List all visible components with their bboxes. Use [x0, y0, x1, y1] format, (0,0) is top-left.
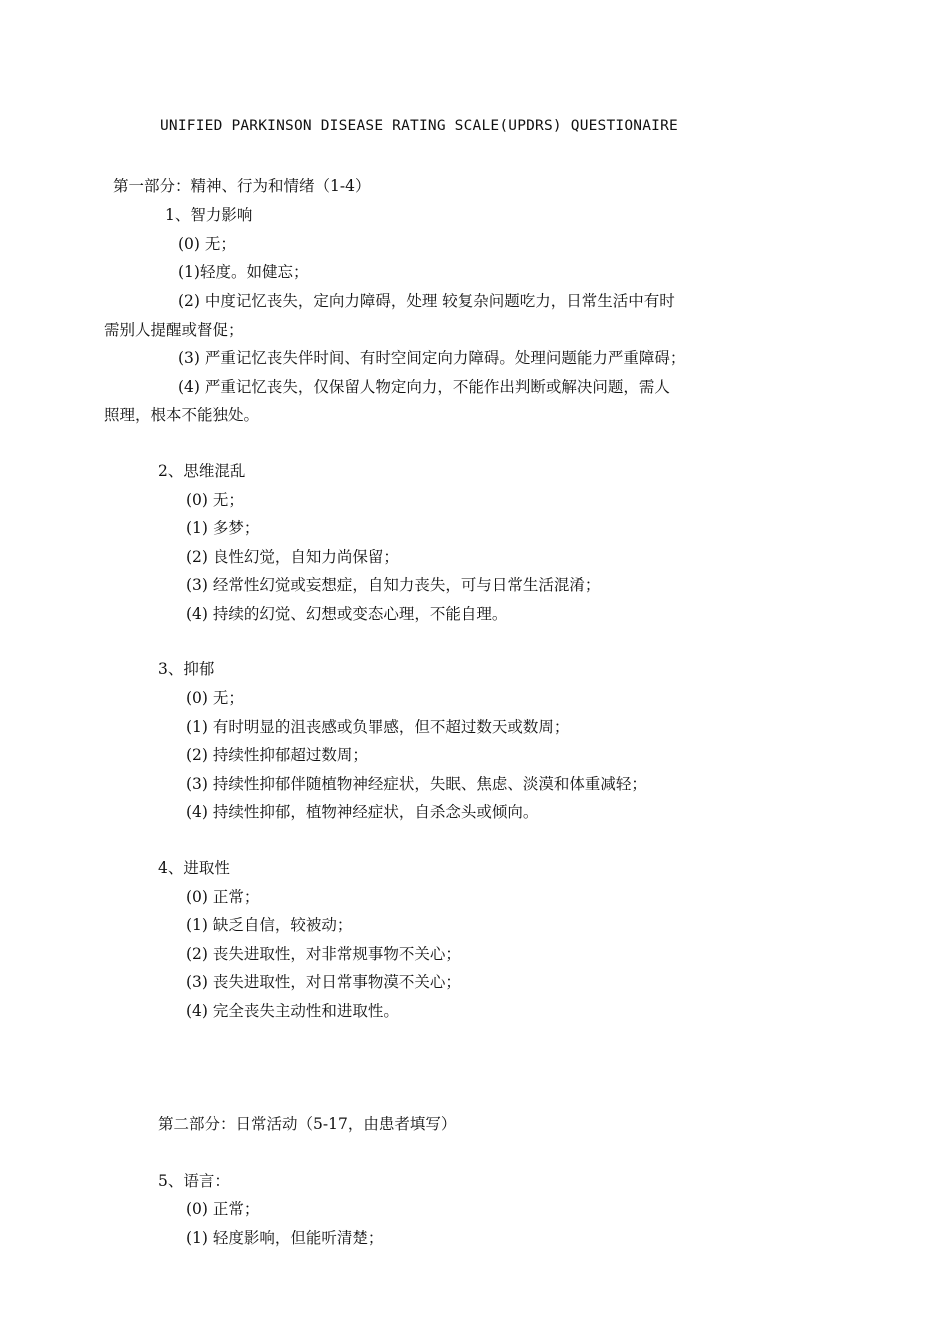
q1-option-4-cont: 照理，根本不能独处。 — [104, 406, 260, 424]
q4-title: 4、进取性 — [158, 859, 230, 877]
q1-option-3: (3) 严重记忆丧失伴时间、有时空间定向力障碍。处理问题能力严重障碍； — [178, 349, 686, 367]
q2-option-2: (2) 良性幻觉，自知力尚保留； — [186, 548, 399, 566]
q1-option-2: (2) 中度记忆丧失，定向力障碍，处理 较复杂问题吃力，日常生活中有时 — [178, 292, 675, 310]
q3-title: 3、抑郁 — [158, 660, 215, 678]
q4-option-3: (3) 丧失进取性，对日常事物漠不关心； — [186, 973, 461, 991]
q2-option-0: (0) 无； — [186, 491, 244, 509]
q1-option-1: (1)轻度。如健忘； — [178, 263, 309, 281]
q1-option-2-cont: 需别人提醒或督促； — [104, 321, 244, 339]
part2-heading: 第二部分：日常活动（5-17，由患者填写） — [158, 1115, 457, 1133]
q3-option-3: (3) 持续性抑郁伴随植物神经症状，失眠、焦虑、淡漠和体重减轻； — [186, 775, 647, 793]
q2-option-3: (3) 经常性幻觉或妄想症，自知力丧失，可与日常生活混淆； — [186, 576, 601, 594]
q3-option-4: (4) 持续性抑郁，植物神经症状，自杀念头或倾向。 — [186, 803, 539, 821]
q1-title: 1、智力影响 — [165, 206, 253, 224]
q3-option-2: (2) 持续性抑郁超过数周； — [186, 746, 368, 764]
q5-title: 5、语言： — [158, 1172, 230, 1190]
q2-title: 2、思维混乱 — [158, 462, 246, 480]
q4-option-2: (2) 丧失进取性，对非常规事物不关心； — [186, 945, 461, 963]
q1-option-0: (0) 无； — [178, 235, 236, 253]
q3-option-1: (1) 有时明显的沮丧感或负罪感，但不超过数天或数周； — [186, 718, 570, 736]
q2-option-4: (4) 持续的幻觉、幻想或变态心理，不能自理。 — [186, 605, 508, 623]
q2-option-1: (1) 多梦； — [186, 519, 260, 537]
document-title: UNIFIED PARKINSON DISEASE RATING SCALE(UPDRS) QUESTIONAIRE — [160, 118, 678, 134]
part1-heading: 第一部分：精神、行为和情绪（1-4） — [113, 177, 371, 195]
q4-option-4: (4) 完全丧失主动性和进取性。 — [186, 1002, 399, 1020]
q3-option-0: (0) 无； — [186, 689, 244, 707]
q5-option-1: (1) 轻度影响，但能听清楚； — [186, 1229, 384, 1247]
q4-option-1: (1) 缺乏自信，较被动； — [186, 916, 353, 934]
q4-option-0: (0) 正常； — [186, 888, 260, 906]
q1-option-4: (4) 严重记忆丧失，仅保留人物定向力，不能作出判断或解决问题，需人 — [178, 378, 670, 396]
q5-option-0: (0) 正常； — [186, 1200, 260, 1218]
